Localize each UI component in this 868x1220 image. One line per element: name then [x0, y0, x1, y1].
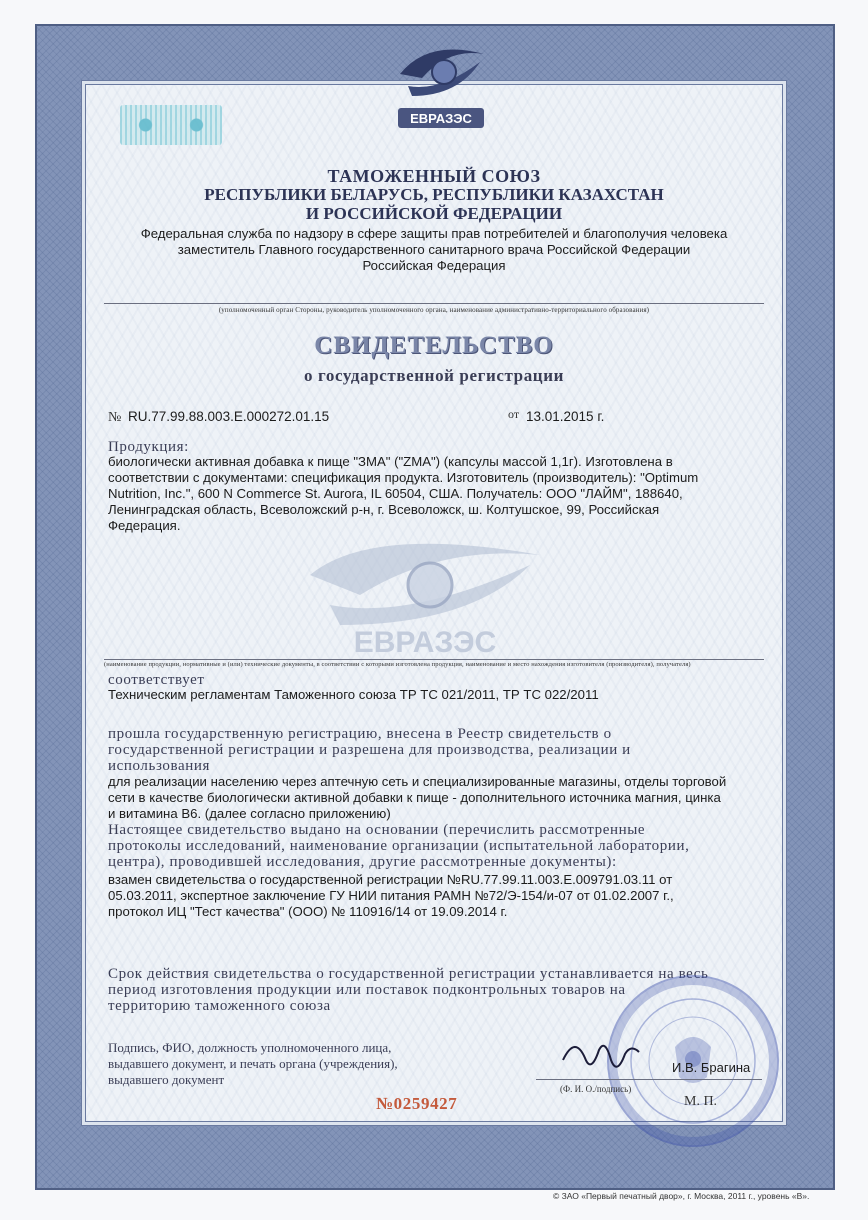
product-line: биологически активная добавка к пище "ЗМА" ("ZMA") (капсулы массой 1,1г). Изготовлена в [108, 454, 673, 469]
certificate-title: СВИДЕТЕЛЬСТВО [314, 332, 554, 359]
usage-line: и витамина В6. (далее согласно приложению) [108, 806, 391, 821]
authority-line-2: заместитель Главного государственного санитарного врача Российской Федерации [177, 242, 691, 257]
signer-name: И.В. Брагина [672, 1060, 751, 1075]
authority-line-1: Федеральная служба по надзору в сфере защиты прав потребителей и благополучия человека [140, 226, 728, 241]
validity-line: территорию таможенного союза [108, 998, 331, 1014]
divider [104, 303, 764, 304]
product-caption: (наименование продукции, нормативные и (или) технические документы, в соответствии с которыми изготовлена продукция, наименование и место нахождения изготовителя (производителя), получателя) [104, 661, 691, 668]
certificate-subtitle: о государственной регистрации [304, 366, 564, 385]
signature-note-line: Подпись, ФИО, должность уполномоченного лица, [108, 1040, 392, 1055]
signature-scribble-icon [555, 1030, 645, 1080]
header-line-3: И РОССИЙСКОЙ ФЕДЕРАЦИИ [305, 204, 563, 223]
authority-line-3: Российская Федерация [362, 258, 506, 273]
evrazes-logo-icon [388, 34, 494, 134]
validity-line: Срок действия свидетельства о государственной регистрации устанавливается на весь [108, 966, 709, 982]
authority-caption: (уполномоченный орган Стороны, руководитель уполномоченного органа, наименование административно-территориального образования) [218, 306, 650, 314]
number-label: № [108, 410, 122, 425]
logo-text: ЕВРАЗЭС [410, 111, 472, 126]
product-line: Nutrition, Inc.", 600 N Commerce St. Aurora, IL 60504, США. Получатель: ООО "ЛАЙМ", 188640, [108, 486, 683, 501]
basis-doc-line: взамен свидетельства о государственной регистрации №RU.77.99.11.003.Е.009791.03.11 от [108, 872, 673, 887]
product-line: Федерация. [108, 518, 181, 533]
date-label: от [508, 407, 520, 421]
header-line-1: ТАМОЖЕННЫЙ СОЮЗ [327, 166, 541, 186]
passed-line: прошла государственную регистрацию, внесена в Реестр свидетельств о [108, 726, 612, 742]
usage-line: сети в качестве биологически активной добавки к пище - дополнительного источника магния, цинка [108, 790, 721, 805]
registration-date: 13.01.2015 г. [526, 409, 605, 424]
product-label: Продукция: [108, 439, 189, 455]
passed-line: государственной регистрации и разрешена для производства, реализации и [108, 742, 631, 758]
compliance-label: соответствует [108, 672, 205, 688]
basis-line: протоколы исследований, наименование организации (испытательной лаборатории, [108, 838, 690, 854]
signature-caption: (Ф. И. О./подпись) [560, 1084, 632, 1094]
product-line: соответствии с документами: спецификация продукта. Изготовитель (производитель): "Optimum [108, 470, 699, 485]
mp-label: М. П. [684, 1094, 718, 1109]
serial-number: №0259427 [376, 1094, 458, 1113]
header-line-2: РЕСПУБЛИКИ БЕЛАРУСЬ, РЕСПУБЛИКИ КАЗАХСТАН [204, 185, 664, 204]
validity-line: период изготовления продукции или поставок подконтрольных товаров на [108, 982, 626, 998]
watermark-text: ЕВРАЗЭС [353, 626, 497, 659]
basis-line: Настоящее свидетельство выдано на основании (перечислить рассмотренные [108, 822, 646, 838]
hologram-pattern [120, 105, 222, 145]
watermark-logo-icon [290, 525, 560, 665]
signature-note [108, 1040, 398, 1088]
product-line: Ленинградская область, Всеволожский р-н, г. Всеволожск, ш. Колтушское, 99, Российская [108, 502, 660, 517]
basis-doc-line: 05.03.2011, экспертное заключение ГУ НИИ питания РАМН №72/Э-154/и-07 от 01.02.2007 г., [108, 888, 674, 903]
divider [536, 1079, 762, 1080]
divider [104, 659, 764, 660]
printer-note: © ЗАО «Первый печатный двор», г. Москва, 2011 г., уровень «В». [553, 1191, 810, 1201]
basis-doc-line: протокол ИЦ "Тест качества" (ООО) № 110916/14 от 19.09.2014 г. [108, 904, 508, 919]
registration-number: RU.77.99.88.003.Е.000272.01.15 [128, 409, 330, 424]
basis-line: центра), проводившей исследования, другие рассмотренные документы): [108, 854, 617, 870]
signature-note-line: выдавшего документ [108, 1072, 225, 1087]
compliance-text: Техническим регламентам Таможенного союза ТР ТС 021/2011, ТР ТС 022/2011 [108, 687, 599, 702]
passed-line: использования [108, 758, 210, 774]
usage-line: для реализации населению через аптечную сеть и специализированные магазины, отделы торговой [108, 774, 727, 789]
signature-note-line: выдавшего документ, и печать органа (учреждения), [108, 1056, 398, 1071]
